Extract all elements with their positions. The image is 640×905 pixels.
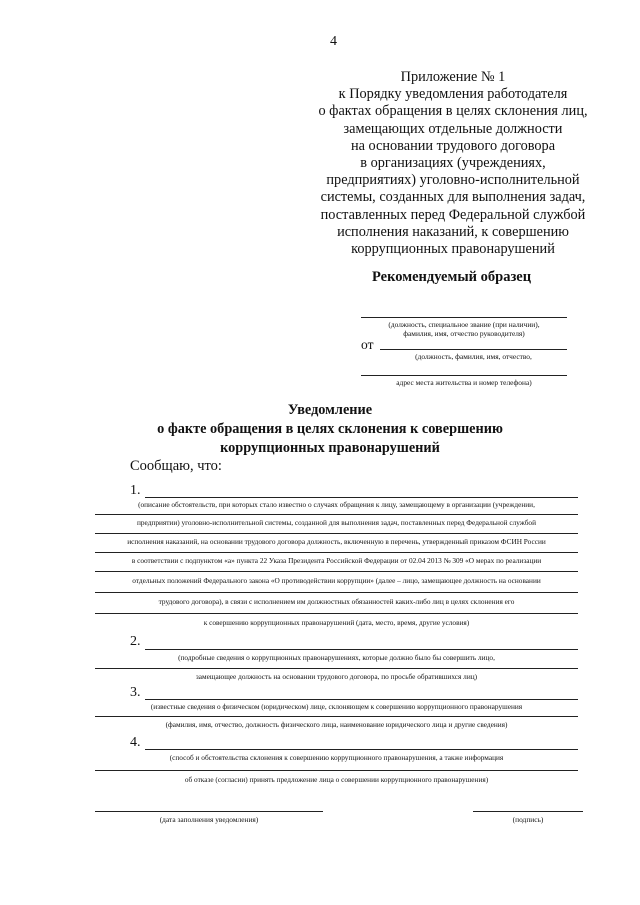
- item1-line[interactable]: [95, 533, 578, 534]
- item1-line[interactable]: [95, 514, 578, 515]
- greeting: Сообщаю, что:: [130, 458, 222, 474]
- title-line: Уведомление: [287, 402, 373, 418]
- item4-line[interactable]: [95, 770, 578, 771]
- item-number: 2.: [130, 634, 141, 649]
- item1-caption: в соответствии с подпунктом «а» пункта 22 Указа Президента Российской Федерации от 02.04 2013 № 309 «О мерах по реализации: [131, 556, 542, 565]
- item1-caption: отдельных положений Федерального закона «О противодействии коррупции» (далее – лицо, замещающее должность на основании: [132, 576, 541, 585]
- appendix-line: к Порядку уведомления работодателя: [338, 86, 568, 103]
- item1-caption: исполнения наказаний, на основании трудового договора должность, включенную в перечень, утвержденный приказом ФСИН России: [127, 537, 546, 546]
- addressee-line[interactable]: [361, 317, 567, 318]
- item1-line[interactable]: [95, 552, 578, 553]
- appendix-line: Приложение № 1: [400, 69, 506, 85]
- date-line[interactable]: [95, 811, 323, 812]
- address-line[interactable]: [361, 375, 567, 376]
- notice-title: [120, 401, 540, 458]
- item1-caption: к совершению коррупционных правонарушений (дата, место, время, другие условия): [203, 618, 470, 627]
- title-line: коррупционных правонарушений: [220, 440, 440, 456]
- signature-line[interactable]: [473, 811, 583, 812]
- item4-caption: (способ и обстоятельства склонения к совершению коррупционного правонарушения, а также информация: [169, 753, 504, 762]
- item1-line[interactable]: [145, 497, 578, 498]
- addressee-caption: (должность, специальное звание (при наличии),: [388, 320, 540, 329]
- item1-line[interactable]: [95, 592, 578, 593]
- sample-label: Рекомендуемый образец: [372, 269, 532, 285]
- item2-line[interactable]: [145, 649, 578, 650]
- appendix-header: [292, 69, 614, 258]
- address-caption: адрес места жительства и номер телефона): [396, 378, 532, 387]
- addressee-caption: фамилия, имя, отчество руководителя): [403, 329, 525, 338]
- page-number: 4: [330, 34, 337, 49]
- appendix-line: на основании трудового договора: [350, 137, 556, 154]
- item2-caption: замещающее должность на основании трудового договора, по просьбе обратившихся лиц): [195, 672, 478, 681]
- appendix-line: о фактах обращения в целях склонения лиц,: [318, 103, 588, 120]
- title-line: о факте обращения в целях склонения к совершению: [157, 421, 503, 437]
- signature-caption: (подпись): [512, 815, 544, 824]
- appendix-line: системы, созданных для выполнения задач,: [320, 189, 586, 206]
- appendix-line: замещающих отдельные должности: [343, 120, 563, 137]
- item2-caption: (подробные сведения о коррупционных правонарушениях, которые должно было бы совершить лицо,: [178, 653, 495, 662]
- item1-caption: предприятии) уголовно-исполнительной системы, созданной для выполнения задач, поставленных перед Федеральной службой: [137, 518, 536, 527]
- item3-line[interactable]: [95, 716, 578, 717]
- item3-line[interactable]: [145, 699, 578, 700]
- appendix-line: исполнения наказаний, к совершению: [337, 223, 569, 240]
- item4-line[interactable]: [145, 749, 578, 750]
- item1-line[interactable]: [95, 571, 578, 572]
- appendix-line: поставленных перед Федеральной службой: [320, 206, 586, 223]
- from-caption: (должность, фамилия, имя, отчество,: [415, 352, 532, 361]
- date-caption: (дата заполнения уведомления): [159, 815, 259, 824]
- item-number: 3.: [130, 685, 141, 700]
- appendix-line: предприятиях) уголовно-исполнительной: [326, 172, 580, 189]
- item-number: 1.: [130, 483, 141, 498]
- item-number: 4.: [130, 735, 141, 750]
- from-line[interactable]: [380, 349, 567, 350]
- item1-caption: (описание обстоятельств, при которых стало известно о случаях обращения к лицу, замещающему в организации (учреждении,: [138, 500, 535, 509]
- from-label: от: [361, 337, 374, 352]
- item3-caption: (известные сведения о физическом (юридическом) лице, склоняющем к совершению коррупционного правонарушения: [150, 702, 523, 711]
- item4-caption: об отказе (согласии) принять предложение лица о совершении коррупционного правонарушения): [184, 775, 489, 784]
- appendix-line: коррупционных правонарушений: [351, 241, 555, 258]
- item1-line[interactable]: [95, 613, 578, 614]
- item1-caption: трудового договора), в связи с исполнением им должностных обязанностей каких-либо лиц в целях склонения его: [158, 597, 515, 606]
- item3-caption: (фамилия, имя, отчество, должность физического лица, наименование юридического лица и другие сведения): [165, 720, 508, 729]
- appendix-line: в организациях (учреждениях,: [360, 155, 546, 172]
- item2-line[interactable]: [95, 668, 578, 669]
